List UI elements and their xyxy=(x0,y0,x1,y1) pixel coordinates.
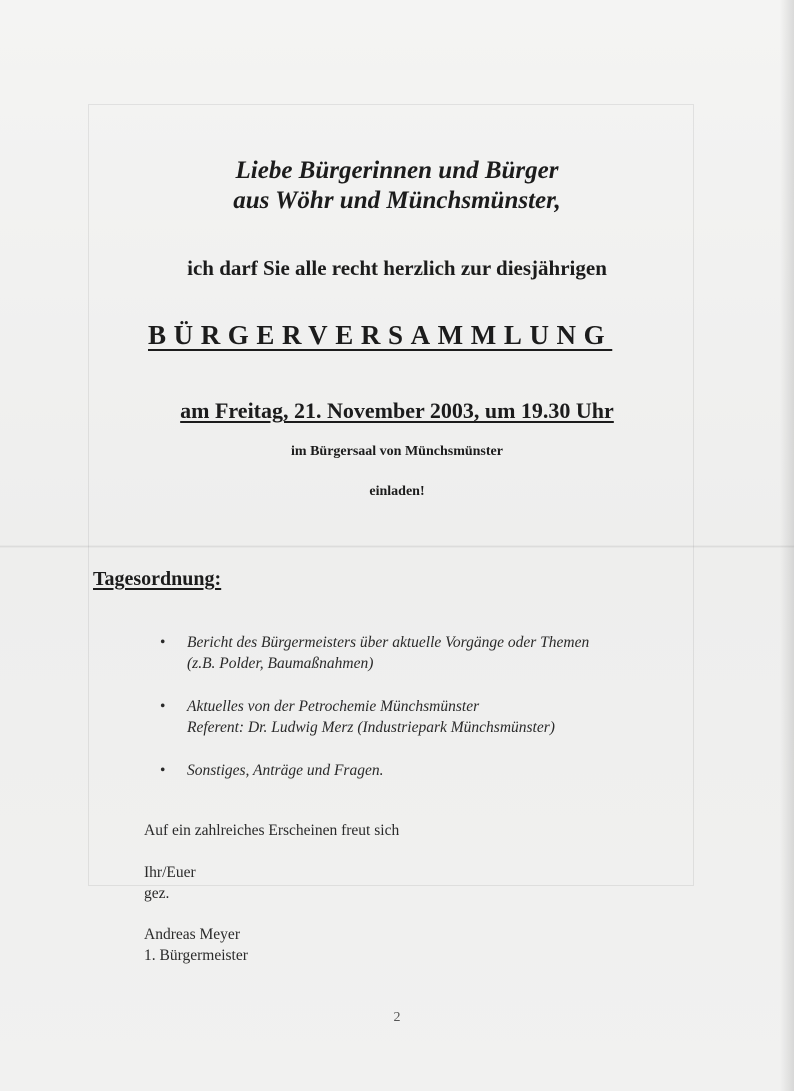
paper-fold xyxy=(0,545,794,548)
agenda-title: Tagesordnung: xyxy=(93,568,222,590)
closing-signed: gez. xyxy=(144,885,170,902)
bullet-icon: • xyxy=(160,634,166,651)
closing-text: Auf ein zahlreiches Erscheinen freut sich xyxy=(144,822,400,839)
agenda-item-line: Sonstiges, Anträge und Fragen. xyxy=(187,762,384,779)
agenda-item-line: (z.B. Polder, Baumaßnahmen) xyxy=(187,655,374,672)
page-number: 2 xyxy=(393,1010,401,1025)
closing-salutation: Ihr/Euer xyxy=(144,864,196,881)
agenda-item-line: Bericht des Bürgermeisters über aktuelle Vorgänge oder Themen xyxy=(187,634,590,651)
greeting-line-1: Liebe Bürgerinnen und Bürger xyxy=(235,157,559,184)
agenda-item-line: Referent: Dr. Ludwig Merz (Industriepark Münchsmünster) xyxy=(187,719,555,736)
signer-position: 1. Bürgermeister xyxy=(144,947,248,964)
invite-end: einladen! xyxy=(369,484,425,499)
invitation-text: ich darf Sie alle recht herzlich zur diesjährigen xyxy=(187,256,607,280)
event-location: im Bürgersaal von Münchsmünster xyxy=(291,444,503,459)
bullet-icon: • xyxy=(160,762,166,779)
agenda-item xyxy=(160,632,700,674)
greeting-line-2: aus Wöhr und Münchsmünster, xyxy=(233,187,561,214)
bullet-icon: • xyxy=(160,698,166,715)
event-date: am Freitag, 21. November 2003, um 19.30 Uhr xyxy=(180,398,614,423)
agenda-item-line: Aktuelles von der Petrochemie Münchsmünster xyxy=(187,698,480,715)
agenda-list xyxy=(160,632,700,803)
event-title: BÜRGERVERSAMMLUNG xyxy=(148,320,613,350)
signer-name: Andreas Meyer xyxy=(144,926,240,943)
agenda-item xyxy=(160,696,700,738)
agenda-item xyxy=(160,760,700,781)
